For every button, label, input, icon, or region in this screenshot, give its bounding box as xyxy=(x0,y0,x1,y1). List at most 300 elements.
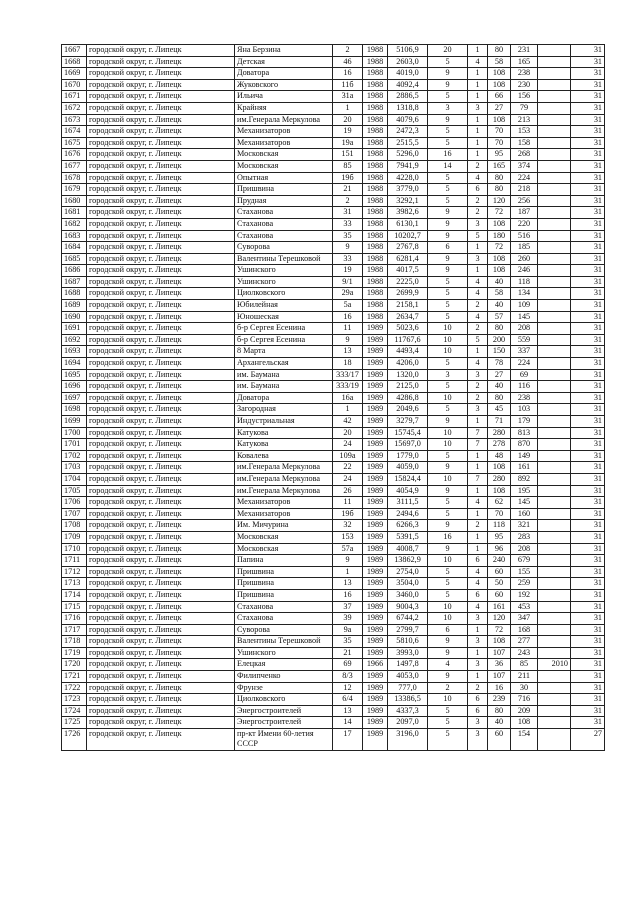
municipality-cell: городской округ, г. Липецк xyxy=(87,265,235,277)
entrances-cell: 2 xyxy=(468,392,488,404)
floors-cell: 10 xyxy=(428,555,468,567)
year-built-cell: 1989 xyxy=(363,624,388,636)
apartments-cell: 150 xyxy=(488,346,511,358)
entrances-cell: 1 xyxy=(468,242,488,254)
street-cell: Московская xyxy=(235,160,333,172)
apartments-cell: 80 xyxy=(488,45,511,57)
code-cell: 31 xyxy=(571,114,605,126)
area-cell: 4019,0 xyxy=(388,68,428,80)
entrances-cell: 2 xyxy=(468,207,488,219)
entrances-cell: 4 xyxy=(468,497,488,509)
municipality-cell: городской округ, г. Липецк xyxy=(87,288,235,300)
area-cell: 2494,6 xyxy=(388,508,428,520)
floors-cell: 5 xyxy=(428,450,468,462)
year-built-cell: 1989 xyxy=(363,439,388,451)
municipality-cell: городской округ, г. Липецк xyxy=(87,184,235,196)
street-cell: Московская xyxy=(235,531,333,543)
floors-cell: 9 xyxy=(428,114,468,126)
street-cell: им.Генерала Меркулова xyxy=(235,114,333,126)
house-number-cell: 9/1 xyxy=(333,276,363,288)
entrances-cell: 3 xyxy=(468,369,488,381)
entrances-cell: 1 xyxy=(468,485,488,497)
code-cell: 31 xyxy=(571,543,605,555)
entrances-cell: 4 xyxy=(468,288,488,300)
year-built-cell: 1988 xyxy=(363,195,388,207)
table-row xyxy=(62,543,605,555)
area-cell: 3460,0 xyxy=(388,589,428,601)
house-number-cell: 37 xyxy=(333,601,363,613)
street-cell: Доватора xyxy=(235,68,333,80)
residents-cell: 208 xyxy=(511,323,538,335)
row-number-cell: 1707 xyxy=(62,508,87,520)
entrances-cell: 1 xyxy=(468,647,488,659)
repair-year-cell xyxy=(538,91,571,103)
residents-cell: 230 xyxy=(511,79,538,91)
municipality-cell: городской округ, г. Липецк xyxy=(87,427,235,439)
year-built-cell: 1988 xyxy=(363,45,388,57)
house-number-cell: 1 xyxy=(333,102,363,114)
table-row xyxy=(62,624,605,636)
municipality-cell: городской округ, г. Липецк xyxy=(87,647,235,659)
floors-cell: 9 xyxy=(428,485,468,497)
residents-cell: 559 xyxy=(511,334,538,346)
row-number-cell: 1690 xyxy=(62,311,87,323)
repair-year-cell xyxy=(538,647,571,659)
row-number-cell: 1709 xyxy=(62,531,87,543)
municipality-cell: городской округ, г. Липецк xyxy=(87,717,235,729)
row-number-cell: 1678 xyxy=(62,172,87,184)
apartments-cell: 96 xyxy=(488,543,511,555)
entrances-cell: 3 xyxy=(468,218,488,230)
residents-cell: 231 xyxy=(511,45,538,57)
house-number-cell: 18 xyxy=(333,358,363,370)
table-row xyxy=(62,659,605,671)
apartments-cell: 165 xyxy=(488,160,511,172)
street-cell: б-р Сергея Есенина xyxy=(235,334,333,346)
floors-cell: 5 xyxy=(428,311,468,323)
area-cell: 1779,0 xyxy=(388,450,428,462)
table-row xyxy=(62,172,605,184)
street-cell: Крайняя xyxy=(235,102,333,114)
floors-cell: 5 xyxy=(428,288,468,300)
row-number-cell: 1676 xyxy=(62,149,87,161)
apartments-cell: 95 xyxy=(488,531,511,543)
entrances-cell: 2 xyxy=(468,323,488,335)
municipality-cell: городской округ, г. Липецк xyxy=(87,682,235,694)
municipality-cell: городской округ, г. Липецк xyxy=(87,450,235,462)
house-number-cell: 33 xyxy=(333,218,363,230)
code-cell: 31 xyxy=(571,520,605,532)
municipality-cell: городской округ, г. Липецк xyxy=(87,56,235,68)
row-number-cell: 1684 xyxy=(62,242,87,254)
row-number-cell: 1675 xyxy=(62,137,87,149)
code-cell: 31 xyxy=(571,439,605,451)
year-built-cell: 1989 xyxy=(363,473,388,485)
year-built-cell: 1988 xyxy=(363,126,388,138)
row-number-cell: 1694 xyxy=(62,358,87,370)
residents-cell: 347 xyxy=(511,613,538,625)
street-cell: Папина xyxy=(235,555,333,567)
house-number-cell: 11б xyxy=(333,79,363,91)
floors-cell: 5 xyxy=(428,717,468,729)
row-number-cell: 1725 xyxy=(62,717,87,729)
year-built-cell: 1988 xyxy=(363,149,388,161)
code-cell: 31 xyxy=(571,334,605,346)
apartments-cell: 27 xyxy=(488,369,511,381)
apartments-cell: 50 xyxy=(488,578,511,590)
street-cell: Катукова xyxy=(235,427,333,439)
house-number-cell: 16а xyxy=(333,392,363,404)
housing-register-table xyxy=(61,44,605,751)
residents-cell: 156 xyxy=(511,91,538,103)
year-built-cell: 1989 xyxy=(363,729,388,751)
apartments-cell: 278 xyxy=(488,439,511,451)
row-number-cell: 1701 xyxy=(62,439,87,451)
entrances-cell: 1 xyxy=(468,671,488,683)
table-row xyxy=(62,682,605,694)
municipality-cell: городской округ, г. Липецк xyxy=(87,508,235,520)
municipality-cell: городской округ, г. Липецк xyxy=(87,149,235,161)
area-cell: 2225,0 xyxy=(388,276,428,288)
repair-year-cell xyxy=(538,671,571,683)
apartments-cell: 57 xyxy=(488,311,511,323)
table-row xyxy=(62,102,605,114)
year-built-cell: 1988 xyxy=(363,207,388,219)
house-number-cell: 13 xyxy=(333,705,363,717)
street-cell: Загородная xyxy=(235,404,333,416)
floors-cell: 9 xyxy=(428,68,468,80)
year-built-cell: 1989 xyxy=(363,694,388,706)
residents-cell: 195 xyxy=(511,485,538,497)
year-built-cell: 1988 xyxy=(363,311,388,323)
street-cell: Валентины Терешковой xyxy=(235,636,333,648)
table-row xyxy=(62,68,605,80)
municipality-cell: городской округ, г. Липецк xyxy=(87,613,235,625)
apartments-cell: 161 xyxy=(488,601,511,613)
year-built-cell: 1988 xyxy=(363,218,388,230)
house-number-cell: 46 xyxy=(333,56,363,68)
repair-year-cell xyxy=(538,520,571,532)
row-number-cell: 1714 xyxy=(62,589,87,601)
area-cell: 2699,9 xyxy=(388,288,428,300)
house-number-cell: 31 xyxy=(333,207,363,219)
year-built-cell: 1989 xyxy=(363,705,388,717)
entrances-cell: 7 xyxy=(468,427,488,439)
municipality-cell: городской округ, г. Липецк xyxy=(87,497,235,509)
table-row xyxy=(62,137,605,149)
floors-cell: 5 xyxy=(428,729,468,751)
floors-cell: 10 xyxy=(428,334,468,346)
repair-year-cell xyxy=(538,531,571,543)
year-built-cell: 1988 xyxy=(363,160,388,172)
area-cell: 2886,5 xyxy=(388,91,428,103)
table-row xyxy=(62,114,605,126)
code-cell: 31 xyxy=(571,358,605,370)
year-built-cell: 1989 xyxy=(363,508,388,520)
row-number-cell: 1726 xyxy=(62,729,87,751)
code-cell: 31 xyxy=(571,160,605,172)
area-cell: 2097,0 xyxy=(388,717,428,729)
row-number-cell: 1711 xyxy=(62,555,87,567)
municipality-cell: городской округ, г. Липецк xyxy=(87,543,235,555)
repair-year-cell xyxy=(538,311,571,323)
year-built-cell: 1989 xyxy=(363,671,388,683)
entrances-cell: 5 xyxy=(468,230,488,242)
municipality-cell: городской округ, г. Липецк xyxy=(87,242,235,254)
street-cell: 8 Марта xyxy=(235,346,333,358)
year-built-cell: 1989 xyxy=(363,369,388,381)
entrances-cell: 4 xyxy=(468,578,488,590)
code-cell: 31 xyxy=(571,195,605,207)
table-row xyxy=(62,311,605,323)
code-cell: 31 xyxy=(571,300,605,312)
year-built-cell: 1988 xyxy=(363,253,388,265)
table-row xyxy=(62,439,605,451)
code-cell: 31 xyxy=(571,450,605,462)
area-cell: 13386,5 xyxy=(388,694,428,706)
area-cell: 4337,3 xyxy=(388,705,428,717)
code-cell: 31 xyxy=(571,311,605,323)
entrances-cell: 1 xyxy=(468,450,488,462)
street-cell: Стаханова xyxy=(235,601,333,613)
year-built-cell: 1989 xyxy=(363,323,388,335)
entrances-cell: 1 xyxy=(468,624,488,636)
residents-cell: 108 xyxy=(511,717,538,729)
code-cell: 31 xyxy=(571,218,605,230)
floors-cell: 9 xyxy=(428,253,468,265)
house-number-cell: 85 xyxy=(333,160,363,172)
repair-year-cell xyxy=(538,381,571,393)
apartments-cell: 16 xyxy=(488,682,511,694)
apartments-cell: 66 xyxy=(488,91,511,103)
floors-cell: 5 xyxy=(428,705,468,717)
residents-cell: 716 xyxy=(511,694,538,706)
street-cell: б-р Сергея Есенина xyxy=(235,323,333,335)
floors-cell: 4 xyxy=(428,659,468,671)
entrances-cell: 4 xyxy=(468,601,488,613)
residents-cell: 103 xyxy=(511,404,538,416)
row-number-cell: 1722 xyxy=(62,682,87,694)
table-row xyxy=(62,56,605,68)
apartments-cell: 71 xyxy=(488,416,511,428)
row-number-cell: 1677 xyxy=(62,160,87,172)
year-built-cell: 1989 xyxy=(363,682,388,694)
apartments-cell: 60 xyxy=(488,729,511,751)
residents-cell: 192 xyxy=(511,589,538,601)
residents-cell: 145 xyxy=(511,497,538,509)
year-built-cell: 1989 xyxy=(363,416,388,428)
floors-cell: 9 xyxy=(428,636,468,648)
table-row xyxy=(62,149,605,161)
code-cell: 31 xyxy=(571,717,605,729)
floors-cell: 5 xyxy=(428,276,468,288)
area-cell: 1318,8 xyxy=(388,102,428,114)
apartments-cell: 40 xyxy=(488,717,511,729)
residents-cell: 209 xyxy=(511,705,538,717)
municipality-cell: городской округ, г. Липецк xyxy=(87,729,235,751)
municipality-cell: городской округ, г. Липецк xyxy=(87,68,235,80)
row-number-cell: 1717 xyxy=(62,624,87,636)
area-cell: 2603,0 xyxy=(388,56,428,68)
house-number-cell: 333/17 xyxy=(333,369,363,381)
residents-cell: 892 xyxy=(511,473,538,485)
floors-cell: 10 xyxy=(428,601,468,613)
area-cell: 13862,9 xyxy=(388,555,428,567)
table-row xyxy=(62,462,605,474)
area-cell: 3111,5 xyxy=(388,497,428,509)
residents-cell: 161 xyxy=(511,462,538,474)
area-cell: 4059,0 xyxy=(388,462,428,474)
municipality-cell: городской округ, г. Липецк xyxy=(87,218,235,230)
table-row xyxy=(62,265,605,277)
row-number-cell: 1673 xyxy=(62,114,87,126)
row-number-cell: 1716 xyxy=(62,613,87,625)
house-number-cell: 19б xyxy=(333,172,363,184)
street-cell: Катукова xyxy=(235,439,333,451)
apartments-cell: 45 xyxy=(488,404,511,416)
residents-cell: 154 xyxy=(511,729,538,751)
street-cell: Яна Берзина xyxy=(235,45,333,57)
municipality-cell: городской округ, г. Липецк xyxy=(87,126,235,138)
area-cell: 4053,0 xyxy=(388,671,428,683)
year-built-cell: 1989 xyxy=(363,450,388,462)
year-built-cell: 1989 xyxy=(363,427,388,439)
entrances-cell: 1 xyxy=(468,508,488,520)
entrances-cell: 4 xyxy=(468,311,488,323)
floors-cell: 9 xyxy=(428,207,468,219)
table-row xyxy=(62,346,605,358)
residents-cell: 256 xyxy=(511,195,538,207)
table-row xyxy=(62,531,605,543)
entrances-cell: 1 xyxy=(468,91,488,103)
area-cell: 6266,3 xyxy=(388,520,428,532)
residents-cell: 155 xyxy=(511,566,538,578)
repair-year-cell xyxy=(538,102,571,114)
house-number-cell: 21 xyxy=(333,184,363,196)
house-number-cell: 2 xyxy=(333,195,363,207)
house-number-cell: 5а xyxy=(333,300,363,312)
residents-cell: 243 xyxy=(511,647,538,659)
row-number-cell: 1670 xyxy=(62,79,87,91)
floors-cell: 5 xyxy=(428,589,468,601)
street-cell: Жуковского xyxy=(235,79,333,91)
residents-cell: 218 xyxy=(511,184,538,196)
code-cell: 31 xyxy=(571,671,605,683)
year-built-cell: 1989 xyxy=(363,520,388,532)
code-cell: 31 xyxy=(571,566,605,578)
street-cell: Ильича xyxy=(235,91,333,103)
area-cell: 7941,9 xyxy=(388,160,428,172)
apartments-cell: 58 xyxy=(488,288,511,300)
repair-year-cell xyxy=(538,323,571,335)
floors-cell: 5 xyxy=(428,497,468,509)
entrances-cell: 1 xyxy=(468,346,488,358)
house-number-cell: 35 xyxy=(333,636,363,648)
year-built-cell: 1989 xyxy=(363,346,388,358)
row-number-cell: 1683 xyxy=(62,230,87,242)
repair-year-cell xyxy=(538,300,571,312)
repair-year-cell xyxy=(538,79,571,91)
municipality-cell: городской округ, г. Липецк xyxy=(87,102,235,114)
table-row xyxy=(62,392,605,404)
repair-year-cell xyxy=(538,427,571,439)
repair-year-cell xyxy=(538,114,571,126)
municipality-cell: городской округ, г. Липецк xyxy=(87,300,235,312)
apartments-cell: 108 xyxy=(488,485,511,497)
code-cell: 31 xyxy=(571,485,605,497)
apartments-cell: 107 xyxy=(488,647,511,659)
apartments-cell: 40 xyxy=(488,381,511,393)
house-number-cell: 31а xyxy=(333,91,363,103)
floors-cell: 9 xyxy=(428,647,468,659)
repair-year-cell xyxy=(538,624,571,636)
house-number-cell: 11 xyxy=(333,497,363,509)
apartments-cell: 36 xyxy=(488,659,511,671)
table-row xyxy=(62,566,605,578)
repair-year-cell xyxy=(538,149,571,161)
code-cell: 31 xyxy=(571,346,605,358)
residents-cell: 238 xyxy=(511,68,538,80)
row-number-cell: 1699 xyxy=(62,416,87,428)
code-cell: 31 xyxy=(571,137,605,149)
code-cell: 31 xyxy=(571,705,605,717)
residents-cell: 374 xyxy=(511,160,538,172)
municipality-cell: городской округ, г. Липецк xyxy=(87,694,235,706)
year-built-cell: 1989 xyxy=(363,334,388,346)
code-cell: 31 xyxy=(571,265,605,277)
row-number-cell: 1700 xyxy=(62,427,87,439)
municipality-cell: городской округ, г. Липецк xyxy=(87,172,235,184)
residents-cell: 153 xyxy=(511,126,538,138)
area-cell: 6744,2 xyxy=(388,613,428,625)
row-number-cell: 1715 xyxy=(62,601,87,613)
street-cell: Пришвина xyxy=(235,184,333,196)
document-page xyxy=(61,44,605,751)
floors-cell: 9 xyxy=(428,79,468,91)
floors-cell: 6 xyxy=(428,242,468,254)
area-cell: 2158,1 xyxy=(388,300,428,312)
code-cell: 31 xyxy=(571,508,605,520)
house-number-cell: 2 xyxy=(333,45,363,57)
house-number-cell: 22 xyxy=(333,462,363,474)
year-built-cell: 1989 xyxy=(363,601,388,613)
table-row xyxy=(62,381,605,393)
row-number-cell: 1723 xyxy=(62,694,87,706)
entrances-cell: 6 xyxy=(468,555,488,567)
house-number-cell: 29а xyxy=(333,288,363,300)
house-number-cell: 9 xyxy=(333,242,363,254)
table-row xyxy=(62,636,605,648)
row-number-cell: 1721 xyxy=(62,671,87,683)
street-cell: Ковалева xyxy=(235,450,333,462)
repair-year-cell xyxy=(538,346,571,358)
floors-cell: 10 xyxy=(428,439,468,451)
street-cell: Юбилейная xyxy=(235,300,333,312)
repair-year-cell xyxy=(538,369,571,381)
year-built-cell: 1989 xyxy=(363,381,388,393)
apartments-cell: 70 xyxy=(488,137,511,149)
residents-cell: 813 xyxy=(511,427,538,439)
code-cell: 31 xyxy=(571,253,605,265)
residents-cell: 208 xyxy=(511,543,538,555)
area-cell: 4079,6 xyxy=(388,114,428,126)
apartments-cell: 108 xyxy=(488,265,511,277)
municipality-cell: городской округ, г. Липецк xyxy=(87,323,235,335)
street-cell: Ушинского xyxy=(235,265,333,277)
row-number-cell: 1680 xyxy=(62,195,87,207)
street-cell: Юношеская xyxy=(235,311,333,323)
year-built-cell: 1988 xyxy=(363,91,388,103)
